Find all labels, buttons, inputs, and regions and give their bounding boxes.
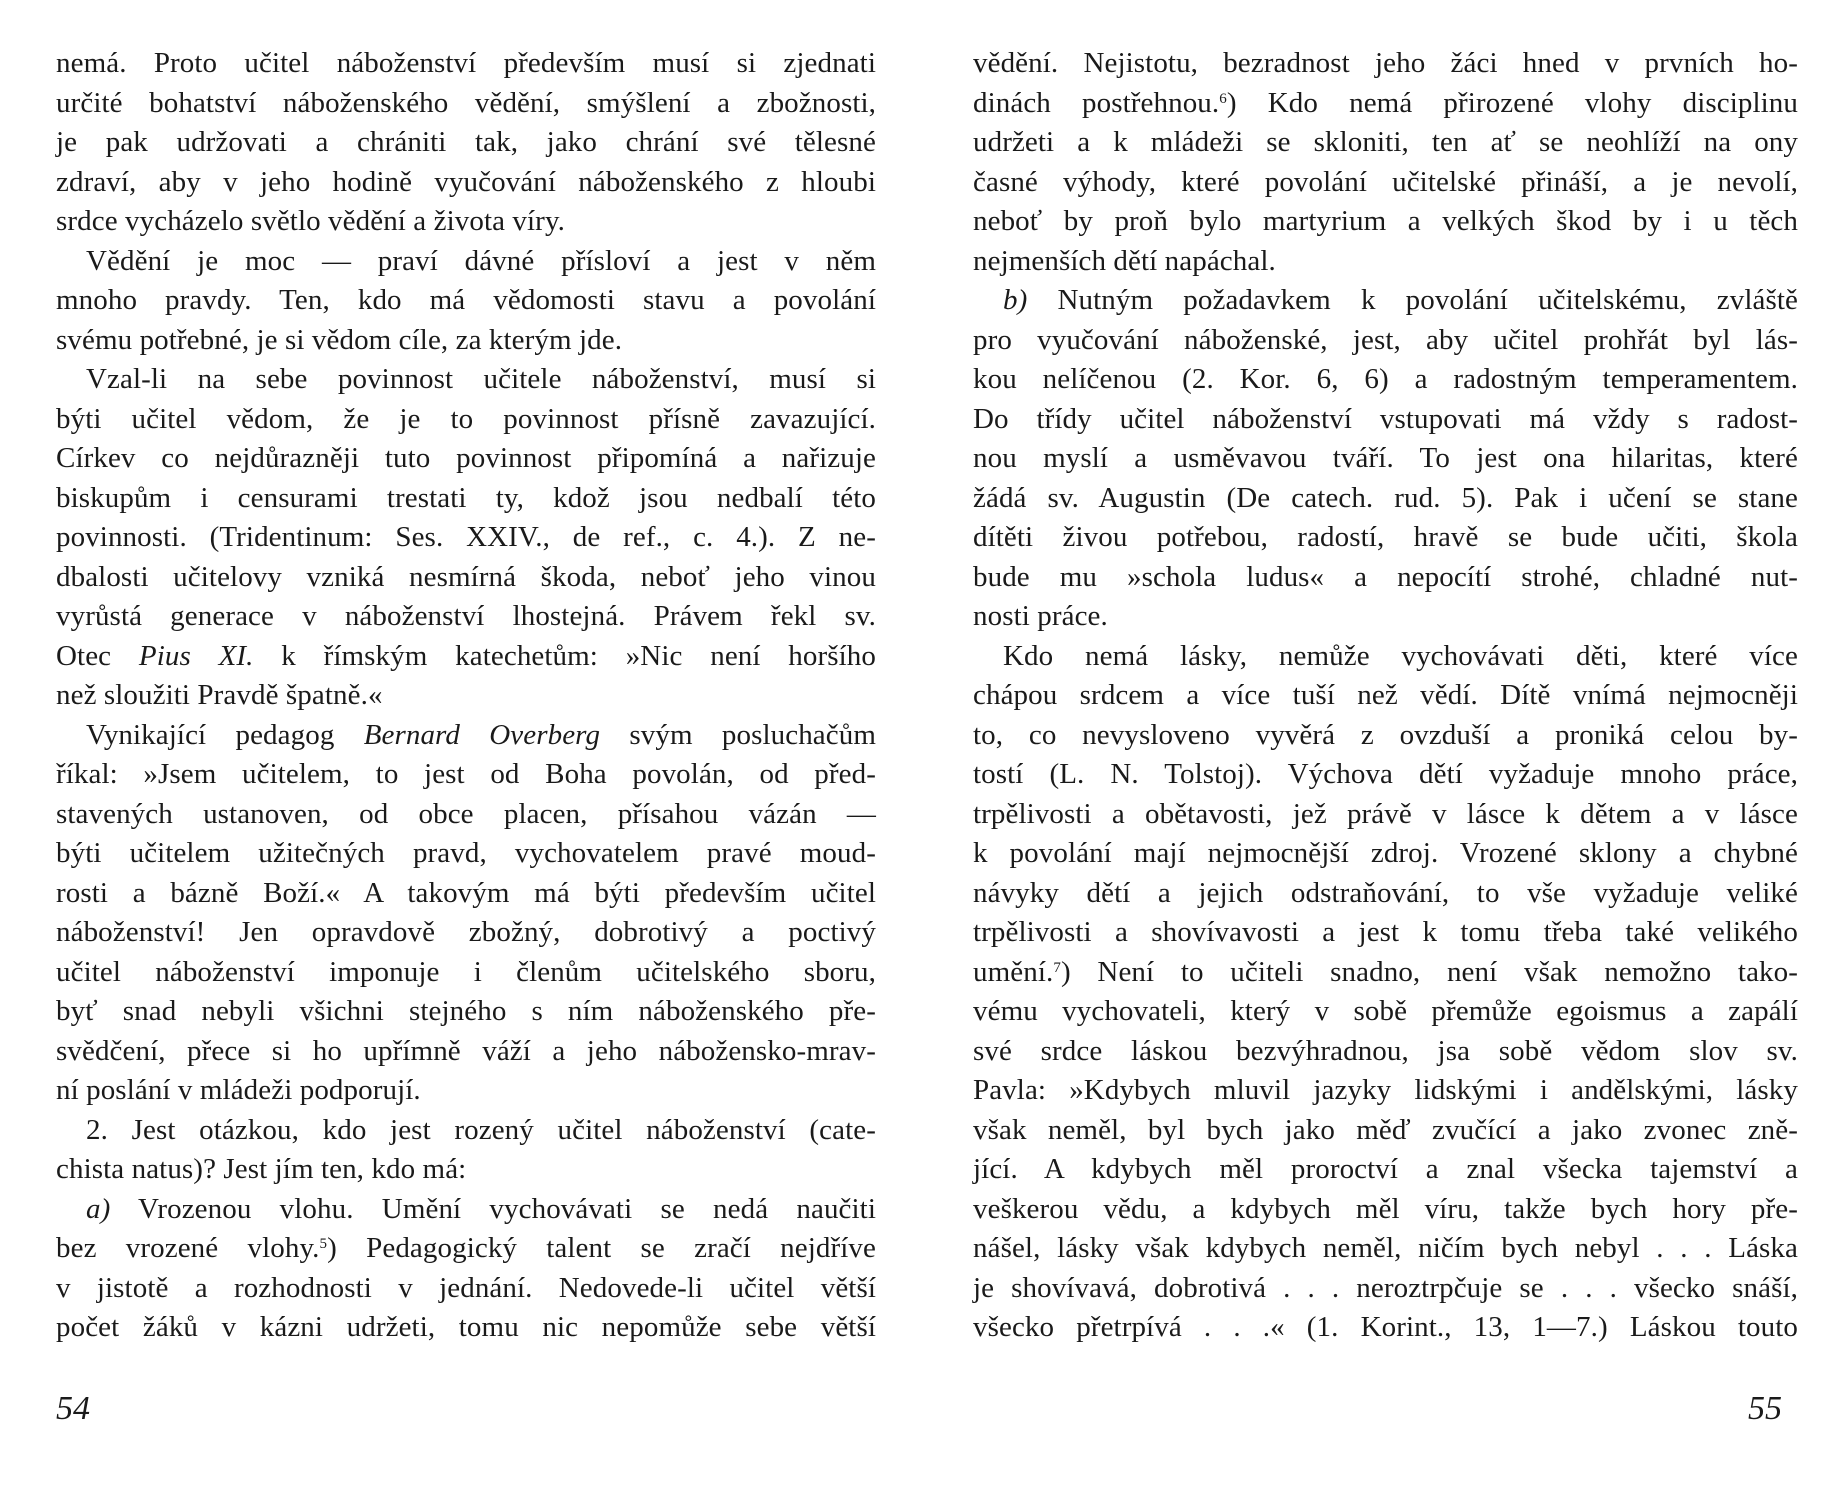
line-text: Vědění je moc — praví dávné přísloví a jest v něm (86, 244, 876, 277)
footnote-ref: 6 (1219, 90, 1227, 107)
text-line (56, 992, 876, 1032)
text-line (973, 1032, 1798, 1072)
line-text: udržeti a k mládeži se skloniti, ten ať se neohlíží na ony (973, 126, 1798, 158)
line-text: svědčení, přece si ho upřímně váží a jeho nábožensko-mrav- (56, 1034, 876, 1067)
text-line (973, 400, 1798, 440)
text-line (973, 84, 1798, 124)
text-line (973, 1269, 1798, 1309)
text-line (973, 992, 1798, 1032)
italic-text: b) (1003, 284, 1028, 316)
text-line (973, 1308, 1798, 1348)
italic-text: Pius XI. (138, 639, 254, 672)
line-text: byť snad nebyli všichni stejného s ním náboženského pře- (56, 995, 876, 1027)
line-text: trpělivosti a obětavosti, jež právě v lásce k dětem a v lásce (973, 797, 1798, 830)
line-text: žádá sv. Augustin (De catech. rud. 5). Pak i učení se stane (973, 481, 1798, 514)
text-line (56, 1229, 876, 1269)
line-text: všecko přetrpívá . . .« (1. Korint., 13, 1—7.) Láskou touto (973, 1311, 1798, 1343)
text-line (56, 597, 876, 637)
text-line (973, 834, 1798, 874)
text-line (973, 44, 1798, 84)
line-text: Otec (56, 639, 139, 672)
line-text: učitel náboženství imponuje i členům učitelského sboru, (56, 955, 876, 988)
text-line (973, 795, 1798, 835)
line-text: Církev co nejdůrazněji tuto povinnost připomíná a nařizuje (56, 442, 876, 474)
line-text: vyrůstá generace v náboženství lhostejná. Právem řekl sv. (56, 600, 876, 632)
text-line (56, 479, 876, 519)
line-text: v jistotě a rozhodnosti v jednání. Nedovede-li učitel větší (56, 1271, 876, 1304)
text-line (56, 558, 876, 598)
text-line (56, 1111, 876, 1151)
page-number-left: 54 (56, 1390, 90, 1427)
line-text: svému potřebné, je si vědom cíle, za kterým jde. (56, 323, 623, 356)
line-text: neboť by proň bylo martyrium a velkých škod by i u těch (973, 205, 1798, 237)
line-text: rosti a bázně Boží.« A takovým má býti především učitel (56, 876, 876, 909)
line-text-continued: Vrozenou vlohu. Umění vychovávati se nedá naučiti (110, 1192, 876, 1225)
line-text-continued: svým posluchačům (600, 718, 876, 751)
footnote-ref: 5 (319, 1236, 328, 1252)
text-line (973, 1229, 1798, 1269)
line-text: je pak udržovati a chrániti tak, jako chrání své tělesné (56, 126, 876, 158)
line-text: časné výhody, které povolání učitelské přináší, a je nevolí, (973, 165, 1798, 198)
line-text: nou myslí a usměvavou tváří. To jest ona hilaritas, které (973, 442, 1798, 474)
line-text: býti učitelem užitečných pravd, vychovatelem pravé moud- (56, 837, 876, 869)
line-text: to, co nevysloveno vyvěrá z ovzduší a proniká celou by- (973, 718, 1798, 751)
line-text: ní poslání v mládeži podporují. (56, 1074, 421, 1106)
text-line (973, 163, 1798, 203)
text-line (973, 597, 1798, 637)
line-text: chista natus)? Jest jím ten, kdo má: (56, 1153, 467, 1185)
line-text: chápou srdcem a více tuší než vědí. Dítě vnímá nejmocněji (973, 679, 1798, 711)
line-text: k povolání mají nejmocnější zdroj. Vrozené sklony a chybné (973, 837, 1798, 869)
line-text: návyky dětí a jejich odstraňování, to vše vyžaduje veliké (973, 876, 1798, 909)
text-line (56, 518, 876, 558)
line-text: nemá. Proto učitel náboženství především musí si zjednati (56, 47, 876, 79)
text-line (973, 1071, 1798, 1111)
line-text: povinnosti. (Tridentinum: Ses. XXIV., de ref., c. 4.). Z ne- (56, 521, 876, 553)
line-text: je shovívavá, dobrotivá . . . neroztrpčuje se . . . všecko snáší, (973, 1271, 1798, 1304)
line-text: býti učitel vědom, že je to povinnost přísně zavazující. (56, 402, 876, 435)
line-text: tostí (L. N. Tolstoj). Výchova dětí vyžaduje mnoho práce, (973, 758, 1798, 790)
right-page-text (973, 44, 1798, 1348)
text-line (973, 202, 1798, 242)
italic-text: a) (86, 1192, 111, 1225)
line-text: umění. (973, 955, 1054, 988)
line-text: bude mu »schola ludus« a nepocítí strohé, chladné nut- (973, 560, 1798, 593)
text-line (973, 1111, 1798, 1151)
text-line (973, 321, 1798, 361)
text-line (56, 202, 876, 242)
line-text: však neměl, byl bych jako měď zvučící a jako zvonec zně- (973, 1113, 1798, 1146)
text-line (973, 123, 1798, 163)
line-text: mnoho pravdy. Ten, kdo má vědomosti stavu a povolání (56, 284, 876, 316)
text-line (973, 1150, 1798, 1190)
text-line (973, 479, 1798, 519)
line-text: nejmenších dětí napáchal. (973, 244, 1276, 277)
text-line (973, 281, 1798, 321)
line-text: srdce vycházelo světlo vědění a života víry. (56, 205, 566, 237)
text-line (973, 1190, 1798, 1230)
text-line (56, 439, 876, 479)
footnote-ref: 7 (1053, 959, 1061, 976)
text-line (56, 1071, 876, 1111)
text-line (56, 1032, 876, 1072)
text-line (56, 716, 876, 756)
line-text: jící. A kdybych měl proroctví a znal všecka tajemství a (973, 1153, 1798, 1185)
text-line (973, 953, 1798, 993)
line-text: nosti práce. (973, 600, 1108, 632)
text-line (56, 84, 876, 124)
line-text: pro vyučování náboženské, jest, aby učitel prohřát byl lás- (973, 323, 1798, 356)
line-text-continued: ) Není to učiteli snadno, není však nemožno tako- (1060, 955, 1798, 988)
text-line (973, 439, 1798, 479)
line-text: Kdo nemá lásky, nemůže vychovávati děti, které více (1003, 639, 1798, 672)
line-text: než sloužiti Pravdě špatně.« (56, 679, 383, 711)
italic-text: Bernard Overberg (363, 718, 601, 751)
line-text: nášel, lásky však kdybych neměl, ničím bych nebyl . . . Láska (973, 1232, 1798, 1264)
left-page-text (56, 44, 876, 1348)
line-text: dinách postřehnou. (973, 86, 1220, 119)
line-text: Pavla: »Kdybych mluvil jazyky lidskými i andělskými, lásky (973, 1074, 1798, 1106)
line-text: biskupům i censurami trestati ty, kdož jsou nedbalí této (56, 481, 876, 514)
text-line (973, 360, 1798, 400)
page-number-right: 55 (1748, 1390, 1782, 1427)
line-text-continued: Nutným požadavkem k povolání učitelskému, zvláště (1027, 284, 1798, 316)
text-line (56, 953, 876, 993)
line-text: náboženství! Jen opravdově zbožný, dobrotivý a poctivý (56, 916, 876, 948)
text-line (56, 834, 876, 874)
text-line (973, 913, 1798, 953)
line-text: bez vrozené vlohy. (56, 1232, 320, 1264)
text-line (973, 716, 1798, 756)
text-line (973, 676, 1798, 716)
text-line (56, 44, 876, 84)
text-line (56, 281, 876, 321)
text-line (56, 637, 876, 677)
text-line (973, 518, 1798, 558)
text-line (973, 637, 1798, 677)
line-text: dbalosti učitelovy vzniká nesmírná škoda, neboť jeho vinou (56, 560, 876, 593)
line-text: kou nelíčenou (2. Kor. 6, 6) a radostným temperamentem. (973, 363, 1798, 395)
text-line (56, 795, 876, 835)
text-line (973, 755, 1798, 795)
text-line (973, 874, 1798, 914)
line-text: určité bohatství náboženského vědění, smýšlení a zbožnosti, (56, 86, 876, 119)
line-text-continued: k římským katechetům: »Nic není horšího (253, 639, 876, 672)
text-line (56, 360, 876, 400)
line-text: své srdce láskou bezvýhradnou, jsa sobě vědom slov sv. (973, 1034, 1798, 1067)
text-line (56, 321, 876, 361)
text-line (973, 558, 1798, 598)
text-line (56, 1150, 876, 1190)
text-line (56, 242, 876, 282)
line-text: vému vychovateli, který v sobě přemůže egoismus a zapálí (973, 995, 1798, 1027)
text-line (56, 874, 876, 914)
right-page (915, 0, 1830, 1500)
line-text: počet žáků v kázni udržeti, tomu nic nepomůže sebe větší (56, 1311, 876, 1343)
line-text-continued: ) Pedagogický talent se zračí nejdříve (327, 1232, 876, 1264)
text-line (56, 1308, 876, 1348)
text-line (973, 242, 1798, 282)
line-text: 2. Jest otázkou, kdo jest rozený učitel náboženství (cate- (86, 1113, 876, 1146)
text-line (56, 676, 876, 716)
line-text-continued: ) Kdo nemá přirozené vlohy disciplinu (1226, 86, 1798, 119)
text-line (56, 163, 876, 203)
line-text: dítěti živou potřebou, radostí, hravě se bude učiti, škola (973, 521, 1798, 553)
line-text: Vzal-li na sebe povinnost učitele náboženství, musí si (86, 363, 876, 395)
line-text: vědění. Nejistotu, bezradnost jeho žáci hned v prvních ho- (973, 47, 1798, 79)
line-text: veškerou vědu, a kdybych měl víru, takže bych hory pře- (973, 1192, 1798, 1225)
text-line (56, 123, 876, 163)
line-text: stavených ustanoven, od obce placen, přísahou vázán — (56, 797, 876, 830)
text-line (56, 400, 876, 440)
text-line (56, 913, 876, 953)
line-text: zdraví, aby v jeho hodině vyučování náboženského z hloubi (56, 165, 876, 198)
text-line (56, 755, 876, 795)
line-text: trpělivosti a shovívavosti a jest k tomu třeba také velikého (973, 916, 1798, 948)
line-text: říkal: »Jsem učitelem, to jest od Boha povolán, od před- (56, 758, 876, 790)
line-text: Vynikající pedagog (86, 718, 364, 751)
text-line (56, 1190, 876, 1230)
line-text: Do třídy učitel náboženství vstupovati má vždy s radost- (973, 402, 1798, 435)
text-line (56, 1269, 876, 1309)
